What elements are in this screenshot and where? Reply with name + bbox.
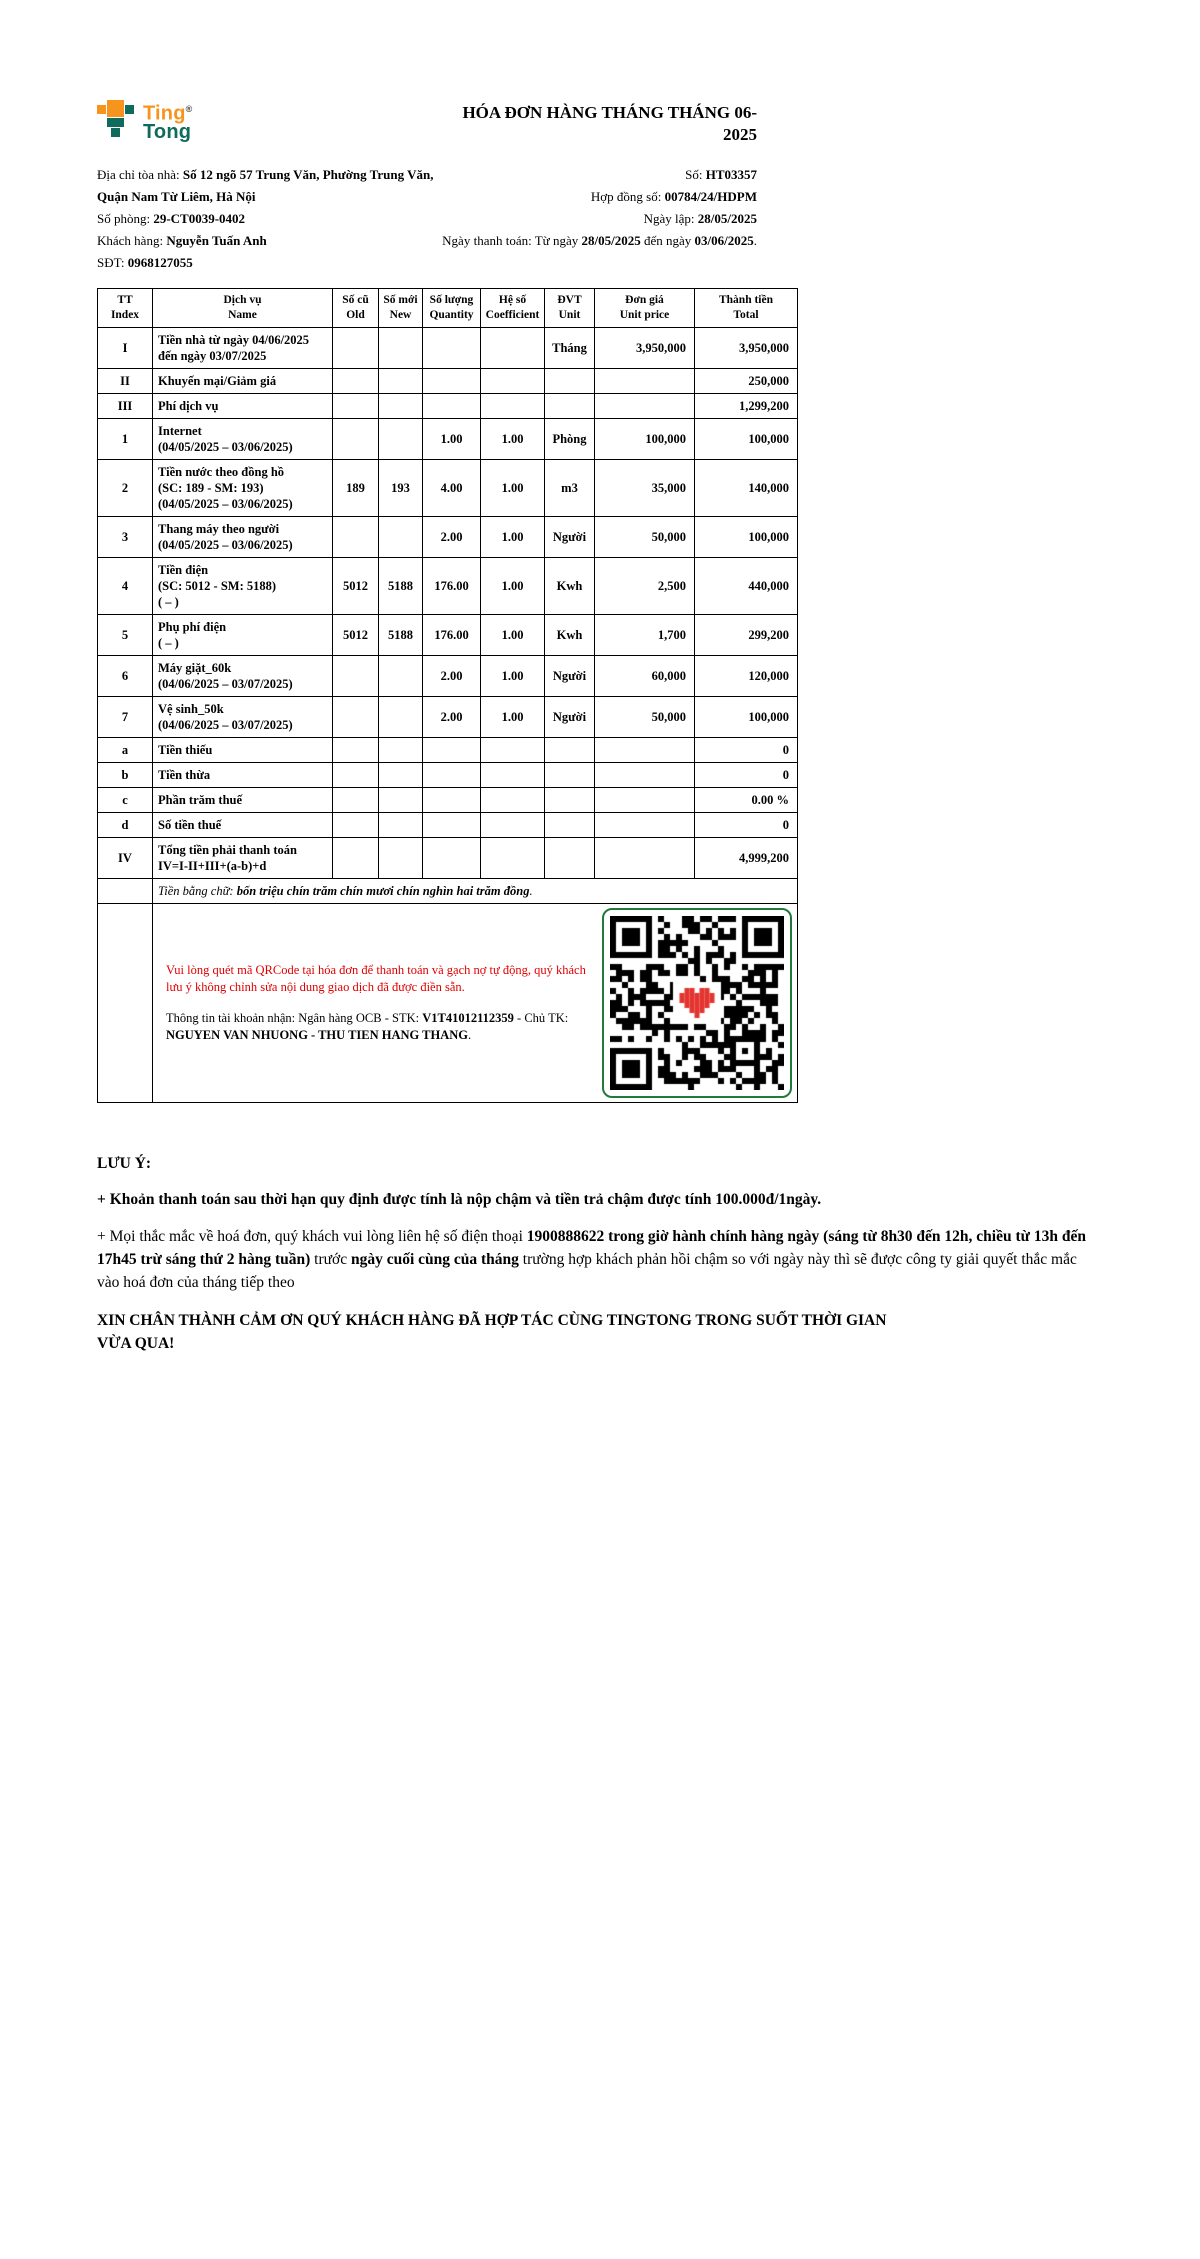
text-segment: Số 12 ngõ 57 Trung Văn, Phường Trung Văn, <box>182 167 434 182</box>
table-row <box>98 419 798 460</box>
cell-tt: c <box>98 788 153 813</box>
bank-account-text <box>166 1010 588 1044</box>
invoice-title <box>462 100 797 146</box>
cell-name <box>153 656 333 697</box>
cell-price <box>595 369 695 394</box>
service-name-line: (04/06/2025 – 03/07/2025) <box>158 718 293 732</box>
table-row <box>98 813 798 838</box>
header-line-vi: Số mới <box>383 294 418 306</box>
cell-tt: 4 <box>98 558 153 615</box>
logo-tong-label: Tong <box>143 120 192 143</box>
table-row <box>98 788 798 813</box>
cell-total: 100,000 <box>695 419 798 460</box>
cell-name <box>153 517 333 558</box>
cell-new <box>379 697 423 738</box>
cell-new: 5188 <box>379 615 423 656</box>
cell-price <box>595 813 695 838</box>
thank-you-line1: XIN CHÂN THÀNH CẢM ƠN QUÝ KHÁCH HÀNG ĐÃ HỢP TÁC CÙNG TINGTONG TRONG SUỐT THỜI GIAN <box>97 1312 887 1329</box>
header-line-vi: Thành tiền <box>718 294 773 306</box>
service-name-line: IV=I-II+III+(a-b)+d <box>158 859 267 873</box>
service-name-line: Phần trăm thuế <box>158 793 243 807</box>
column-header <box>481 289 545 328</box>
info-line-contract-no <box>442 186 757 208</box>
cell-old: 5012 <box>333 558 379 615</box>
cell-name <box>153 369 333 394</box>
cell-tt: III <box>98 394 153 419</box>
cell-unit <box>545 788 595 813</box>
cell-price <box>595 788 695 813</box>
cell-coef: 1.00 <box>481 460 545 517</box>
text-segment: Tiền bằng chữ: <box>158 884 237 898</box>
table-row <box>98 738 798 763</box>
cell-name <box>153 788 333 813</box>
header-line-en: Quantity <box>429 309 474 321</box>
text-segment: Thông tin tài khoản nhận: Ngân hàng OCB - STK: <box>166 1011 423 1025</box>
table-row <box>98 328 798 369</box>
service-name-line: Số tiền thuế <box>158 818 222 832</box>
info-line-invoice-no <box>442 164 757 186</box>
cell-new <box>379 738 423 763</box>
column-header <box>595 289 695 328</box>
qr-notice-text: Vui lòng quét mã QRCode tại hóa đơn để thanh toán và gạch nợ tự động, quý khách lưu ý không chỉnh sửa nội dung giao dịch đã được điền sẵn. <box>166 963 586 994</box>
cell-old: 5012 <box>333 615 379 656</box>
cell-tt: 2 <box>98 460 153 517</box>
cell-name <box>153 419 333 460</box>
service-name-line: (SC: 189 - SM: 193) <box>158 481 264 495</box>
column-header <box>695 289 798 328</box>
cell-price: 2,500 <box>595 558 695 615</box>
cell-old <box>333 517 379 558</box>
cell-qty <box>423 738 481 763</box>
cell-unit: Người <box>545 517 595 558</box>
service-name-line: (04/05/2025 – 03/06/2025) <box>158 497 293 511</box>
cell-total: 100,000 <box>695 517 798 558</box>
cell-qty: 176.00 <box>423 558 481 615</box>
info-line-phone <box>97 252 797 274</box>
cell-qty: 2.00 <box>423 656 481 697</box>
cell-total: 140,000 <box>695 460 798 517</box>
header-line-en: Index <box>110 309 140 321</box>
invoice-table <box>97 288 798 1103</box>
cell-coef <box>481 738 545 763</box>
cell-qty: 1.00 <box>423 419 481 460</box>
logo-ting-label: Ting® <box>143 102 193 125</box>
text-segment: . <box>529 884 533 898</box>
cell-new <box>379 656 423 697</box>
service-name-line: ( – ) <box>158 636 179 650</box>
text-segment: Số: <box>685 167 706 182</box>
cell-coef: 1.00 <box>481 656 545 697</box>
text-segment: 03/06/2025 <box>694 233 754 248</box>
cell-price: 60,000 <box>595 656 695 697</box>
text-segment: bốn triệu chín trăm chín mươi chín nghìn hai trăm đồng <box>236 884 530 898</box>
table-row <box>98 558 798 615</box>
tingtong-logo-text <box>143 100 193 141</box>
text-segment: . <box>468 1028 472 1042</box>
service-name-line: (SC: 5012 - SM: 5188) <box>158 579 277 593</box>
cell-coef: 1.00 <box>481 517 545 558</box>
invoice-title-line2: 2025 <box>723 125 757 144</box>
cell-tt: I <box>98 328 153 369</box>
cell-unit: Kwh <box>545 558 595 615</box>
cell-tt: 3 <box>98 517 153 558</box>
invoice-title-line1: HÓA ĐƠN HÀNG THÁNG THÁNG 06- <box>462 103 757 122</box>
invoice-table-head-row <box>98 289 798 328</box>
cell-price: 50,000 <box>595 697 695 738</box>
table-row <box>98 656 798 697</box>
cell-old <box>333 394 379 419</box>
payment-qr-code <box>602 908 792 1098</box>
cell-tt-empty <box>98 904 153 1103</box>
cell-old <box>333 369 379 394</box>
cell-coef: 1.00 <box>481 697 545 738</box>
cell-tt: a <box>98 738 153 763</box>
cell-total: 120,000 <box>695 656 798 697</box>
amount-in-words-row <box>98 879 798 904</box>
cell-name <box>153 460 333 517</box>
cell-qty: 2.00 <box>423 517 481 558</box>
service-name-line: (04/05/2025 – 03/06/2025) <box>158 538 293 552</box>
table-row <box>98 763 798 788</box>
text-segment: - Chủ TK: <box>513 1011 569 1025</box>
cell-qty <box>423 763 481 788</box>
invoice-footer <box>97 1153 1103 1355</box>
text-segment: Số phòng: <box>97 211 154 226</box>
qr-payment-cell <box>153 904 798 1103</box>
text-segment: NGUYEN VAN NHUONG - THU TIEN HANG THANG <box>166 1028 469 1042</box>
cell-unit <box>545 738 595 763</box>
cell-tt: 1 <box>98 419 153 460</box>
tingtong-logo-icon <box>97 100 135 138</box>
service-name-line: Phí dịch vụ <box>158 399 219 413</box>
cell-total: 0 <box>695 738 798 763</box>
header-line-vi: Đơn giá <box>625 294 664 306</box>
service-name-line: Tiền nước theo đồng hồ <box>158 465 285 479</box>
table-row <box>98 697 798 738</box>
text-segment: + Mọi thắc mắc về hoá đơn, quý khách vui lòng liên hệ số điện thoại <box>97 1228 527 1245</box>
cell-coef <box>481 813 545 838</box>
service-name-line: Tiền thừa <box>158 768 211 782</box>
cell-price <box>595 838 695 879</box>
cell-total: 299,200 <box>695 615 798 656</box>
cell-name <box>153 328 333 369</box>
header-line-en: Unit <box>558 309 581 321</box>
qr-row <box>98 904 798 1103</box>
header-line-en: Coefficient <box>485 309 540 321</box>
cell-total: 0 <box>695 813 798 838</box>
text-segment: 1900888622 trong giờ hành chính hàng ngày (sáng từ 8h30 đến 12h, chiều từ 13h đến 17h45 trừ sáng thứ 2 hàng tuần) <box>97 1228 1086 1268</box>
text-segment: 0968127055 <box>127 255 193 270</box>
cell-old <box>333 328 379 369</box>
cell-tt: 5 <box>98 615 153 656</box>
cell-coef <box>481 788 545 813</box>
cell-unit <box>545 369 595 394</box>
text-segment: đến ngày <box>640 233 695 248</box>
text-segment: Hợp đồng số: <box>590 189 665 204</box>
service-name-line: Internet <box>158 424 202 438</box>
text-segment: HT03357 <box>705 167 757 182</box>
cell-tt: II <box>98 369 153 394</box>
cell-qty <box>423 788 481 813</box>
cell-tt-empty <box>98 879 153 904</box>
text-segment: Ngày lập: <box>643 211 698 226</box>
qr-instructions <box>158 962 588 1044</box>
cell-new <box>379 838 423 879</box>
cell-new <box>379 788 423 813</box>
column-header <box>545 289 595 328</box>
cell-name <box>153 738 333 763</box>
cell-tt: 6 <box>98 656 153 697</box>
cell-unit: Phòng <box>545 419 595 460</box>
qr-code-canvas <box>610 916 784 1090</box>
cell-qty: 176.00 <box>423 615 481 656</box>
cell-name <box>153 838 333 879</box>
text-segment: 29-CT0039-0402 <box>153 211 246 226</box>
notes-title: LƯU Ý: <box>97 1155 152 1172</box>
cell-old <box>333 738 379 763</box>
cell-price <box>595 763 695 788</box>
cell-new <box>379 813 423 838</box>
cell-coef <box>481 328 545 369</box>
cell-old <box>333 697 379 738</box>
tingtong-logo <box>97 100 193 141</box>
column-header <box>379 289 423 328</box>
text-segment: Khách hàng: <box>97 233 167 248</box>
header-line-en: Name <box>228 309 257 321</box>
cell-price: 35,000 <box>595 460 695 517</box>
cell-qty <box>423 813 481 838</box>
cell-new <box>379 419 423 460</box>
cell-unit <box>545 813 595 838</box>
cell-old <box>333 838 379 879</box>
cell-tt: b <box>98 763 153 788</box>
table-row <box>98 394 798 419</box>
cell-price <box>595 738 695 763</box>
header-line-vi: TT <box>117 294 133 306</box>
table-row <box>98 615 798 656</box>
text-segment: ngày cuối cùng của tháng <box>350 1251 519 1268</box>
cell-new <box>379 328 423 369</box>
text-segment: Nguyễn Tuấn Anh <box>166 233 267 248</box>
text-segment: SĐT: <box>97 255 128 270</box>
cell-qty: 2.00 <box>423 697 481 738</box>
cell-old: 189 <box>333 460 379 517</box>
cell-total: 250,000 <box>695 369 798 394</box>
invoice-header <box>97 100 797 146</box>
cell-new: 193 <box>379 460 423 517</box>
cell-name <box>153 558 333 615</box>
cell-unit <box>545 838 595 879</box>
cell-total: 100,000 <box>695 697 798 738</box>
header-line-vi: ĐVT <box>557 294 582 306</box>
cell-coef <box>481 763 545 788</box>
cell-total: 1,299,200 <box>695 394 798 419</box>
table-row <box>98 369 798 394</box>
cell-new <box>379 369 423 394</box>
cell-price: 100,000 <box>595 419 695 460</box>
text-segment: 00784/24/HDPM <box>664 189 757 204</box>
text-segment: trường hợp khách phản hồi chậm so với ngày này thì sẽ được công ty giải quyết thắc mắc vào hoá đơn của tháng tiếp theo <box>97 1251 1077 1291</box>
cell-coef <box>481 838 545 879</box>
text-segment: 28/05/2025 <box>581 233 641 248</box>
cell-qty <box>423 369 481 394</box>
header-line-en: Unit price <box>619 309 670 321</box>
table-row <box>98 838 798 879</box>
cell-unit: Tháng <box>545 328 595 369</box>
cell-tt: 7 <box>98 697 153 738</box>
service-name-line: đến ngày 03/07/2025 <box>158 349 267 363</box>
service-name-line: Tổng tiền phải thanh toán <box>158 843 297 857</box>
header-line-vi: Số lượng <box>429 294 474 306</box>
cell-total: 0 <box>695 763 798 788</box>
service-name-line: Phụ phí điện <box>158 620 227 634</box>
header-line-en: Old <box>346 309 365 321</box>
header-line-vi: Hệ số <box>498 294 527 306</box>
cell-unit: Người <box>545 697 595 738</box>
thank-you-note <box>97 1309 1103 1355</box>
text-segment: . <box>753 233 757 248</box>
text-segment: Quận Nam Từ Liêm, Hà Nội <box>97 189 256 204</box>
info-line-issue-date <box>442 208 757 230</box>
cell-price: 3,950,000 <box>595 328 695 369</box>
service-name-line: Khuyến mại/Giảm giá <box>158 374 277 388</box>
service-name-line: ( – ) <box>158 595 179 609</box>
cell-coef <box>481 369 545 394</box>
service-name-line: Vệ sinh_50k <box>158 702 224 716</box>
service-name-line: Tiền thiếu <box>158 743 213 757</box>
table-row <box>98 517 798 558</box>
cell-old <box>333 813 379 838</box>
service-name-line: (04/05/2025 – 03/06/2025) <box>158 440 293 454</box>
cell-coef <box>481 394 545 419</box>
cell-old <box>333 788 379 813</box>
column-header <box>98 289 153 328</box>
cell-unit: Người <box>545 656 595 697</box>
cell-old <box>333 763 379 788</box>
cell-qty <box>423 838 481 879</box>
cell-qty <box>423 328 481 369</box>
late-payment-note: + Khoản thanh toán sau thời hạn quy định được tính là nộp chậm và tiền trả chậm được tính 100.000đ/1ngày. <box>97 1191 822 1208</box>
service-name-line: Tiền nhà từ ngày 04/06/2025 <box>158 333 310 347</box>
cell-coef: 1.00 <box>481 615 545 656</box>
info-line-payment-date <box>442 230 757 252</box>
cell-total: 4,999,200 <box>695 838 798 879</box>
header-line-en: Total <box>733 309 759 321</box>
table-row <box>98 460 798 517</box>
cell-tt: IV <box>98 838 153 879</box>
cell-tt: d <box>98 813 153 838</box>
text-segment: trước <box>310 1251 351 1268</box>
invoice-info-right <box>442 164 757 252</box>
text-segment: V1T41012112359 <box>422 1011 514 1025</box>
cell-name <box>153 697 333 738</box>
text-segment: 28/05/2025 <box>697 211 757 226</box>
header-line-vi: Số cũ <box>342 294 369 306</box>
cell-price: 50,000 <box>595 517 695 558</box>
cell-name <box>153 813 333 838</box>
cell-name <box>153 615 333 656</box>
cell-unit: m3 <box>545 460 595 517</box>
text-segment: Ngày thanh toán: Từ ngày <box>442 233 582 248</box>
cell-qty <box>423 394 481 419</box>
cell-total: 0.00 % <box>695 788 798 813</box>
cell-unit <box>545 394 595 419</box>
column-header <box>153 289 333 328</box>
invoice-info <box>97 164 797 274</box>
service-name-line: Tiền điện <box>158 563 209 577</box>
invoice-table-body <box>98 328 798 879</box>
cell-qty: 4.00 <box>423 460 481 517</box>
cell-name <box>153 763 333 788</box>
cell-name <box>153 394 333 419</box>
thank-you-line2: VỪA QUA! <box>97 1335 175 1352</box>
header-line-en: New <box>389 309 412 321</box>
cell-price: 1,700 <box>595 615 695 656</box>
registered-mark: ® <box>185 104 193 114</box>
cell-new <box>379 763 423 788</box>
hotline-note <box>97 1225 1103 1294</box>
text-segment: Địa chỉ tòa nhà: <box>97 167 183 182</box>
cell-old <box>333 419 379 460</box>
header-line-vi: Dịch vụ <box>223 294 262 306</box>
amount-in-words-cell <box>153 879 798 904</box>
service-name-line: Thang máy theo người <box>158 522 280 536</box>
cell-unit: Kwh <box>545 615 595 656</box>
cell-price <box>595 394 695 419</box>
cell-unit <box>545 763 595 788</box>
service-name-line: Máy giặt_60k <box>158 661 232 675</box>
cell-new <box>379 517 423 558</box>
cell-total: 440,000 <box>695 558 798 615</box>
cell-total: 3,950,000 <box>695 328 798 369</box>
cell-new: 5188 <box>379 558 423 615</box>
column-header <box>333 289 379 328</box>
cell-new <box>379 394 423 419</box>
cell-coef: 1.00 <box>481 419 545 460</box>
cell-coef: 1.00 <box>481 558 545 615</box>
cell-old <box>333 656 379 697</box>
service-name-line: (04/06/2025 – 03/07/2025) <box>158 677 293 691</box>
column-header <box>423 289 481 328</box>
